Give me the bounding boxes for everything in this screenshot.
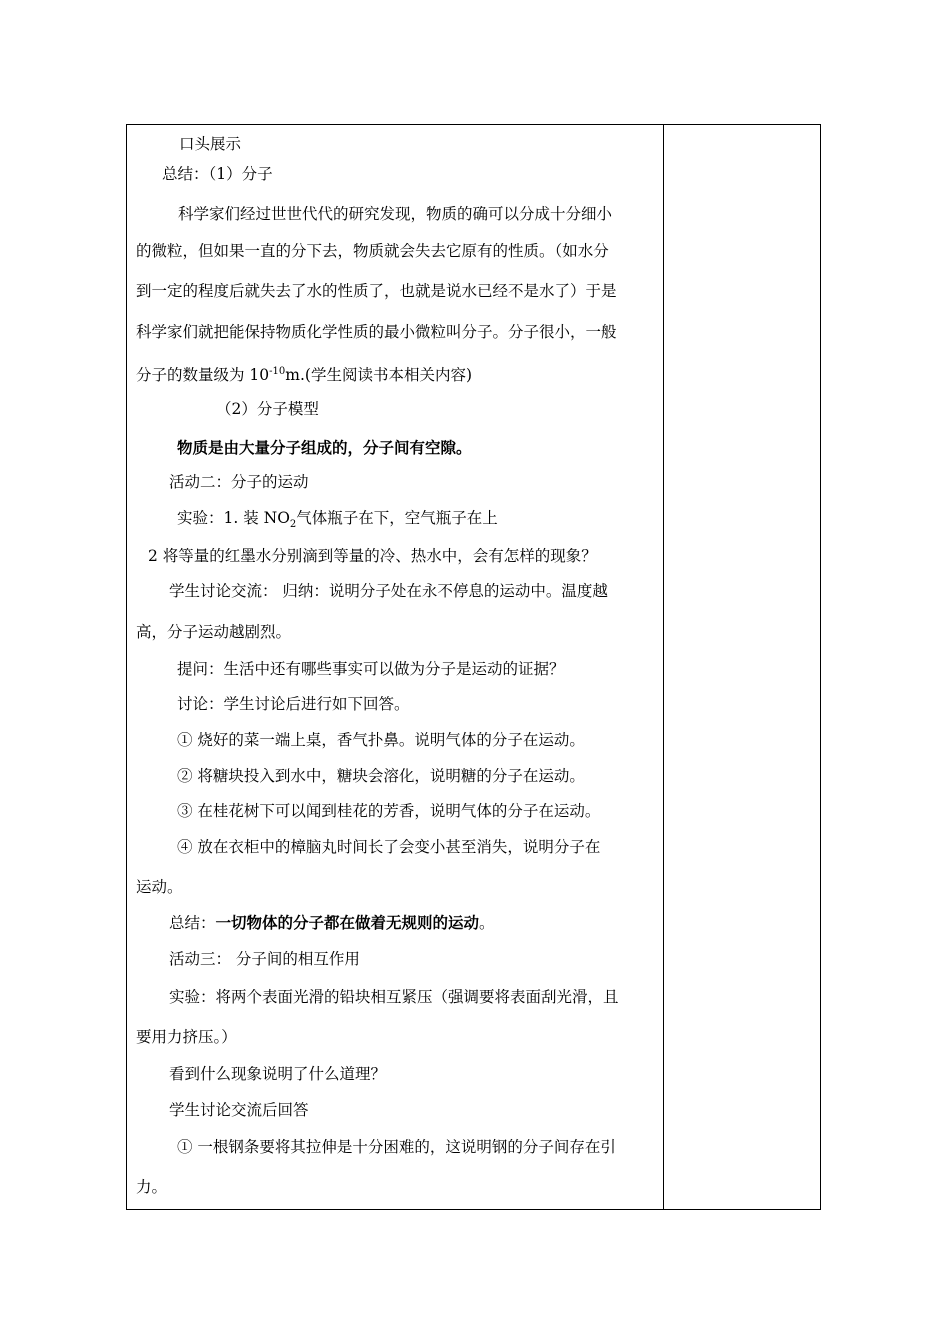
line-molecule-model: （2）分子模型 [216, 400, 319, 418]
line-activity-2: 活动二：分子的运动 [169, 473, 309, 491]
summary-bold: 一切物体的分子都在做着无规则的运动 [215, 913, 480, 932]
line-paragraph-2: 的微粒，但如果一直的分下去，物质就会失去它原有的性质。（如水分 [136, 242, 609, 260]
line-experiment-2: 2 将等量的红墨水分别滴到等量的冷、热水中，会有怎样的现象？ [148, 547, 597, 565]
line-experiment-lead-cont: 要用力挤压。） [136, 1028, 237, 1046]
line-item-2: ② 将糖块投入到水中，糖块会溶化，说明糖的分子在运动。 [177, 767, 585, 785]
line-item-4-cont: 运动。 [136, 878, 183, 896]
experiment-text: 实验：1. 装 NO [177, 509, 290, 527]
column-divider [663, 124, 664, 1210]
line-summary-molecule: 总结：（1）分子 [162, 165, 273, 183]
exponent: -10 [269, 365, 286, 377]
line-answer-1-cont: 力。 [136, 1178, 168, 1196]
magnitude-text-rest: m.(学生阅读书本相关内容) [285, 366, 472, 384]
line-discussion: 学生讨论交流： 归纳：说明分子处在永不停息的运动中。温度越 [169, 582, 608, 600]
summary-label: 总结： [169, 914, 216, 932]
line-answer-1: ① 一根钢条要将其拉伸是十分困难的，这说明钢的分子间存在引 [177, 1138, 616, 1156]
line-bold-statement: 物质是由大量分子组成的，分子间有空隙。 [177, 438, 472, 457]
experiment-text-rest: 气体瓶子在下，空气瓶子在上 [296, 509, 498, 527]
summary-end: 。 [479, 914, 495, 932]
line-experiment-lead: 实验：将两个表面光滑的铅块相互紧压（强调要将表面刮光滑，且 [169, 988, 619, 1006]
line-item-1: ① 烧好的菜一端上桌，香气扑鼻。说明气体的分子在运动。 [177, 731, 585, 749]
line-paragraph-3: 到一定的程度后就失去了水的性质了，也就是说水已经不是水了）于是 [136, 282, 617, 300]
line-item-4: ④ 放在衣柜中的樟脑丸时间长了会变小甚至消失，说明分子在 [177, 838, 601, 856]
line-discussion-cont: 高，分子运动越剧烈。 [136, 623, 292, 641]
line-discuss: 讨论：学生讨论后进行如下回答。 [177, 695, 410, 713]
line-paragraph-4: 科学家们就把能保持物质化学性质的最小微粒叫分子。分子很小，一般 [136, 323, 617, 341]
magnitude-text: 分子的数量级为 10 [136, 366, 270, 384]
line-paragraph-1: 科学家们经过世世代代的研究发现，物质的确可以分成十分细小 [178, 205, 613, 223]
subscript: 2 [289, 519, 297, 531]
line-oral-show: 口头展示 [179, 135, 242, 153]
line-paragraph-5 [136, 363, 472, 387]
line-experiment-1 [177, 506, 498, 530]
line-activity-3: 活动三： 分子间的相互作用 [169, 950, 360, 968]
line-what-seen: 看到什么现象说明了什么道理？ [169, 1065, 387, 1083]
line-student-answer: 学生讨论交流后回答 [169, 1101, 309, 1119]
line-summary-2 [169, 911, 495, 935]
line-question: 提问：生活中还有哪些事实可以做为分子是运动的证据？ [177, 660, 565, 678]
line-item-3: ③ 在桂花树下可以闻到桂花的芳香，说明气体的分子在运动。 [177, 802, 601, 820]
